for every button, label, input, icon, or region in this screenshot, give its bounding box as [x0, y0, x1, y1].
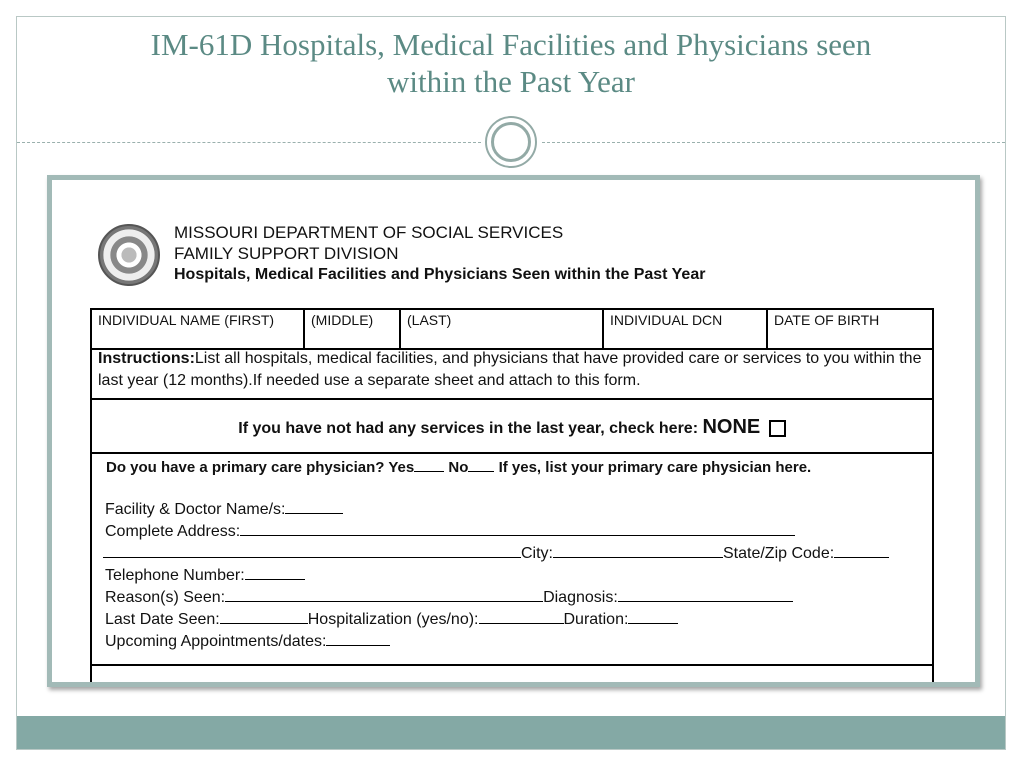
none-row — [90, 400, 934, 454]
hospitalization-label: Hospitalization (yes/no): — [307, 611, 479, 628]
facility-field — [105, 498, 343, 519]
identification-row — [90, 308, 934, 350]
pcp-instruction: If yes, list your primary care physician here. — [498, 459, 812, 476]
form-title: Hospitals, Medical Facilities and Physicians Seen within the Past Year — [174, 266, 706, 283]
bottom-band — [17, 716, 1005, 749]
telephone-field — [105, 564, 305, 585]
hospitalization-blank[interactable] — [479, 608, 564, 624]
none-label: NONE — [702, 416, 761, 438]
telephone-blank[interactable] — [245, 564, 305, 580]
appointments-field — [105, 630, 390, 651]
no-label: No — [448, 459, 469, 476]
city-label: City: — [521, 545, 553, 562]
telephone-label: Telephone Number: — [105, 567, 245, 584]
none-checkbox[interactable] — [769, 420, 786, 437]
appointments-blank[interactable] — [326, 630, 390, 646]
last-date-field — [105, 608, 678, 629]
appointments-label: Upcoming Appointments/dates: — [105, 633, 327, 650]
instructions-label: Instructions: — [98, 350, 195, 367]
address-line2-blank[interactable] — [103, 542, 521, 558]
column-first-name: INDIVIDUAL NAME (FIRST) — [92, 310, 305, 348]
state-zip-blank[interactable] — [834, 542, 889, 558]
none-prompt: If you have not had any services in the last year, check here: — [238, 420, 699, 437]
last-date-label: Last Date Seen: — [105, 611, 220, 628]
last-date-blank[interactable] — [220, 608, 308, 624]
slide-title-line1: IM-61D Hospitals, Medical Facilities and Physicians seen — [150, 27, 872, 62]
title-divider-left — [17, 142, 481, 143]
physician-section — [90, 454, 934, 666]
facility-label: Facility & Doctor Name/s: — [105, 501, 286, 518]
yes-blank[interactable] — [414, 456, 444, 472]
facility-blank[interactable] — [285, 498, 343, 514]
pcp-question: Do you have a primary care physician? — [106, 459, 385, 476]
diagnosis-blank[interactable] — [618, 586, 793, 602]
column-last-name: (LAST) — [401, 310, 604, 348]
title-divider-right — [542, 142, 1005, 143]
state-seal-icon — [98, 224, 160, 286]
pcp-question-line — [106, 456, 811, 476]
column-dob: DATE OF BIRTH — [774, 312, 880, 328]
column-middle-name: (MIDDLE) — [305, 310, 401, 348]
division-name: FAMILY SUPPORT DIVISION — [174, 244, 399, 263]
city-state-field — [103, 542, 889, 563]
slide-title — [16, 26, 1006, 100]
address-label: Complete Address: — [105, 523, 241, 540]
state-zip-label: State/Zip Code: — [723, 545, 835, 562]
yes-label: Yes — [388, 459, 415, 476]
diagnosis-label: Diagnosis: — [543, 589, 618, 606]
duration-label: Duration: — [563, 611, 629, 628]
instructions-row — [90, 348, 934, 400]
reasons-diagnosis-field — [105, 586, 793, 607]
agency-name: MISSOURI DEPARTMENT OF SOCIAL SERVICES — [174, 223, 564, 242]
form-header — [174, 222, 705, 285]
slide-title-line2: within the Past Year — [387, 64, 635, 99]
city-blank[interactable] — [553, 542, 723, 558]
instructions-text: List all hospitals, medical facilities, and physicians that have provided care or services to you within the last year (12 months).If needed use a separate sheet and attach to this form. — [98, 350, 922, 389]
reasons-label: Reason(s) Seen: — [105, 589, 226, 606]
reasons-blank[interactable] — [225, 586, 543, 602]
address-field — [105, 520, 795, 541]
divider-ring-ornament — [485, 116, 537, 168]
address-blank[interactable] — [240, 520, 795, 536]
column-dcn: INDIVIDUAL DCN — [604, 310, 768, 348]
form-image — [47, 175, 980, 687]
next-entry-row — [90, 666, 934, 687]
no-blank[interactable] — [468, 456, 494, 472]
duration-blank[interactable] — [628, 608, 678, 624]
